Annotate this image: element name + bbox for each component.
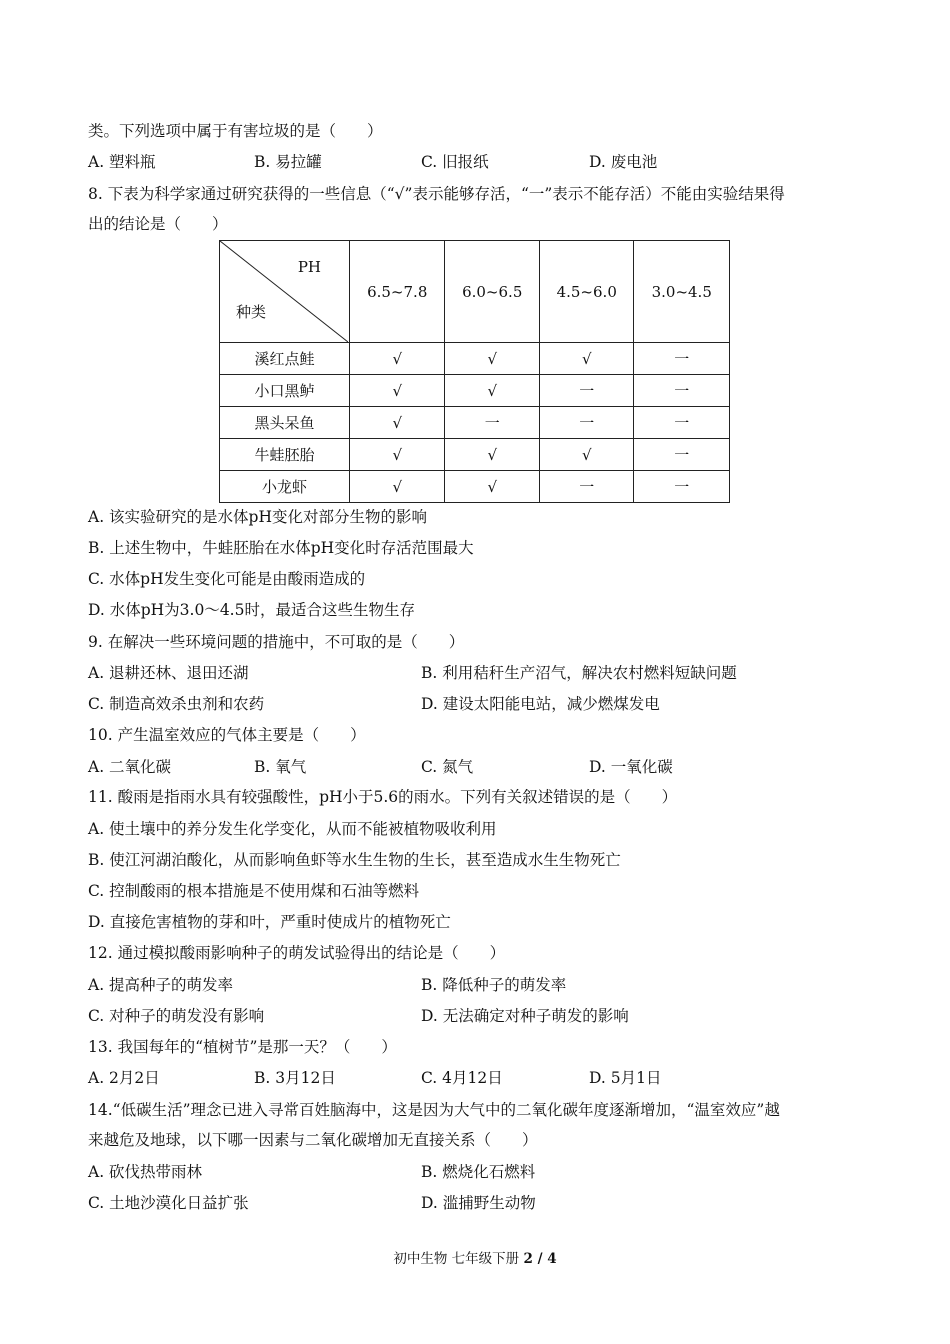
q7-option-b: B. 易拉罐: [254, 153, 322, 171]
table-row: [220, 439, 730, 471]
table-row: [220, 471, 730, 503]
q14-option-d: D. 滥捕野生动物: [421, 1194, 536, 1212]
table-cell: √: [445, 471, 540, 503]
q8-option-a: A. 该实验研究的是水体pH变化对部分生物的影响: [88, 508, 427, 526]
q13-option-d: D. 5月1日: [589, 1069, 662, 1087]
q12-option-a: A. 提高种子的萌发率: [88, 976, 234, 994]
q11-option-d: D. 直接危害植物的芽和叶，严重时使成片的植物死亡: [88, 913, 451, 931]
table-cell: 一: [634, 343, 730, 375]
q13-option-a: A. 2月2日: [88, 1069, 160, 1087]
table-cell: √: [445, 439, 540, 471]
q14-option-b: B. 燃烧化石燃料: [421, 1163, 536, 1181]
q11-option-a: A. 使土壤中的养分发生化学变化，从而不能被植物吸收利用: [88, 820, 497, 838]
q14-option-c: C. 土地沙漠化日益扩张: [88, 1194, 249, 1212]
species-name: 溪红点鲑: [220, 343, 350, 375]
page-number-current: 2: [523, 1251, 533, 1267]
table-header-cell: 3.0~4.5: [634, 241, 730, 343]
table-cell: 一: [634, 375, 730, 407]
corner-label-ph: PH: [297, 258, 321, 276]
table-cell: 一: [445, 407, 540, 439]
q9-option-d: D. 建设太阳能电站，减少燃煤发电: [421, 695, 660, 713]
table-cell: √: [445, 343, 540, 375]
table-cell: 一: [539, 407, 634, 439]
q10-stem: 10. 产生温室效应的气体主要是（ ）: [88, 726, 366, 744]
species-name: 黑头呆鱼: [220, 407, 350, 439]
table-header-cell: 6.0~6.5: [445, 241, 540, 343]
table-cell: √: [349, 343, 444, 375]
q7-option-a: A. 塑料瓶: [88, 153, 156, 171]
q7-option-d: D. 废电池: [589, 153, 658, 171]
table-cell: √: [539, 439, 634, 471]
table-cell: 一: [634, 471, 730, 503]
ph-survival-table: [219, 240, 730, 503]
table-row: [220, 343, 730, 375]
q13-option-c: C. 4月12日: [421, 1069, 503, 1087]
q14-stem-line2: 来越危及地球，以下哪一因素与二氧化碳增加无直接关系（ ）: [88, 1131, 538, 1149]
q9-option-b: B. 利用秸秆生产沼气，解决农村燃料短缺问题: [421, 664, 737, 682]
table-row: [220, 375, 730, 407]
q11-option-b: B. 使江河湖泊酸化，从而影响鱼虾等水生生物的生长，甚至造成水生生物死亡: [88, 851, 621, 869]
q8-stem-line1: 8. 下表为科学家通过研究获得的一些信息（“√”表示能够存活，“一”表示不能存活）不能由实验结果得: [88, 185, 785, 203]
q14-stem-line1: 14.“低碳生活”理念已进入寻常百姓脑海中，这是因为大气中的二氧化碳年度逐渐增加，“温室效应”越: [88, 1101, 780, 1119]
table-corner-cell: [220, 241, 350, 343]
q11-stem: 11. 酸雨是指雨水具有较强酸性，pH小于5.6的雨水。下列有关叙述错误的是（ ）: [88, 788, 678, 806]
table-cell: 一: [634, 407, 730, 439]
table-cell: √: [349, 375, 444, 407]
footer-subject: 初中生物 七年级下册: [393, 1251, 520, 1267]
page-number-separator: /: [532, 1251, 548, 1267]
q11-option-c: C. 控制酸雨的根本措施是不使用煤和石油等燃料: [88, 882, 420, 900]
q8-option-d: D. 水体pH为3.0～4.5时，最适合这些生物生存: [88, 601, 415, 619]
corner-diagonal-line: [220, 241, 348, 342]
q10-option-a: A. 二氧化碳: [88, 758, 172, 776]
corner-label-species: 种类: [236, 303, 267, 321]
q12-option-b: B. 降低种子的萌发率: [421, 976, 567, 994]
q13-stem: 13. 我国每年的“植树节”是那一天？（ ）: [88, 1038, 397, 1056]
q8-option-c: C. 水体pH发生变化可能是由酸雨造成的: [88, 570, 366, 588]
q9-option-c: C. 制造高效杀虫剂和农药: [88, 695, 265, 713]
q7-stem: 类。下列选项中属于有害垃圾的是（ ）: [88, 122, 383, 140]
q10-option-b: B. 氧气: [254, 758, 307, 776]
q10-option-d: D. 一氧化碳: [589, 758, 673, 776]
species-name: 小龙虾: [220, 471, 350, 503]
species-name: 牛蛙胚胎: [220, 439, 350, 471]
q12-option-d: D. 无法确定对种子萌发的影响: [421, 1007, 629, 1025]
table-cell: √: [349, 439, 444, 471]
q10-option-c: C. 氮气: [421, 758, 474, 776]
q8-option-b: B. 上述生物中，牛蛙胚胎在水体pH变化时存活范围最大: [88, 539, 474, 557]
table-cell: 一: [634, 439, 730, 471]
table-cell: √: [445, 375, 540, 407]
table-header-cell: 6.5~7.8: [349, 241, 444, 343]
table-header-cell: 4.5~6.0: [539, 241, 634, 343]
q8-stem-line2: 出的结论是（ ）: [88, 215, 228, 233]
q14-option-a: A. 砍伐热带雨林: [88, 1163, 203, 1181]
page-footer: [0, 1247, 950, 1267]
table-cell: √: [539, 343, 634, 375]
species-name: 小口黑鲈: [220, 375, 350, 407]
table-cell: 一: [539, 375, 634, 407]
q12-option-c: C. 对种子的萌发没有影响: [88, 1007, 265, 1025]
q12-stem: 12. 通过模拟酸雨影响种子的萌发试验得出的结论是（ ）: [88, 944, 506, 962]
q7-option-c: C. 旧报纸: [421, 153, 489, 171]
table-cell: √: [349, 471, 444, 503]
q13-option-b: B. 3月12日: [254, 1069, 336, 1087]
table-cell: 一: [539, 471, 634, 503]
q9-option-a: A. 退耕还林、退田还湖: [88, 664, 249, 682]
table-cell: √: [349, 407, 444, 439]
q9-stem: 9. 在解决一些环境问题的措施中，不可取的是（ ）: [88, 633, 465, 651]
table-row: [220, 407, 730, 439]
table-header-row: [220, 241, 730, 343]
page-number-total: 4: [547, 1251, 557, 1267]
